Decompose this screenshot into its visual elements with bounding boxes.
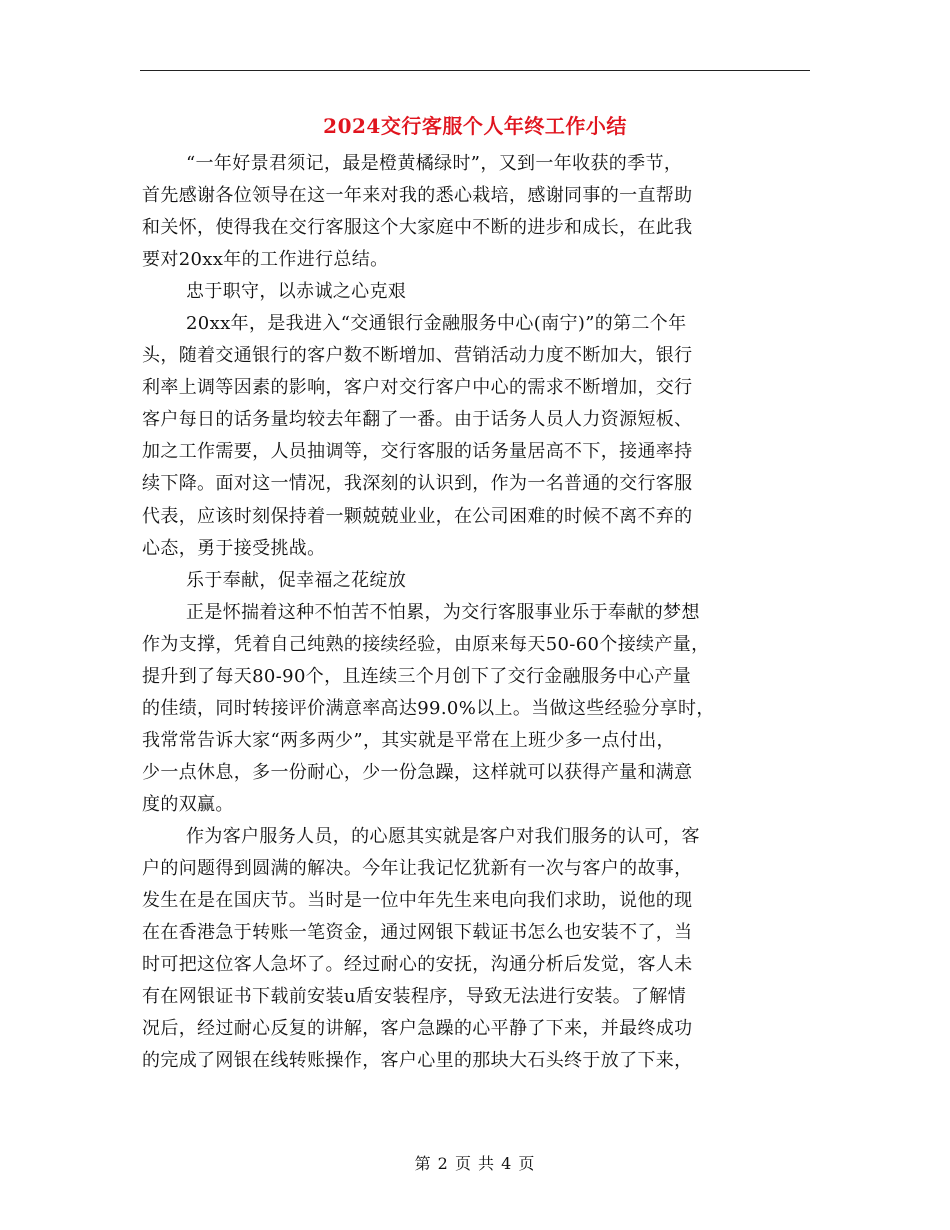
section-heading <box>142 565 810 597</box>
header-rule <box>140 70 810 71</box>
text-line: 加之工作需要，人员抽调等，交行客服的话务量居高不下，接通率持 <box>142 441 693 463</box>
text-line: 时可把这位客人急坏了。经过耐心的安抚，沟通分析后发觉，客人未 <box>142 954 693 976</box>
text-line: 况后，经过耐心反复的讲解，客户急躁的心平静了下来，并最终成功 <box>142 1018 693 1040</box>
text-line: 我常常告诉大家“两多两少”，其实就是平常在上班少多一点付出， <box>142 729 675 751</box>
text-line: 作为客户服务人员，的心愿其实就是客户对我们服务的认可，客 <box>186 825 700 847</box>
text-line: 20xx年，是我进入“交通银行金融服务中心(南宁)”的第二个年 <box>186 313 687 335</box>
paragraph-dedication <box>142 597 810 821</box>
text-line: 要对20xx年的工作进行总结。 <box>142 249 389 271</box>
text-line: 度的双赢。 <box>142 793 234 815</box>
section-heading-text: 乐于奉献，促幸福之花绽放 <box>186 569 407 591</box>
paragraph-workload <box>142 308 810 564</box>
text-line: 的完成了网银在线转账操作，客户心里的那块大石头终于放了下来， <box>142 1050 693 1072</box>
text-line: 在在香港急于转账一笔资金，通过网银下载证书怎么也安装不了，当 <box>142 922 693 944</box>
document-body <box>142 148 810 1077</box>
paragraph-customer-story <box>142 821 810 1077</box>
text-line: 续下降。面对这一情况，我深刻的认识到，作为一名普通的交行客服 <box>142 473 693 495</box>
text-line: “一年好景君须记，最是橙黄橘绿时”，又到一年收获的季节， <box>186 153 683 174</box>
paragraph-intro <box>142 148 810 276</box>
text-line: 客户每日的话务量均较去年翻了一番。由于话务人员人力资源短板、 <box>142 409 693 431</box>
text-line: 首先感谢各位领导在这一年来对我的悉心栽培，感谢同事的一直帮助 <box>142 185 693 207</box>
text-line: 提升到了每天80-90个，且连续三个月创下了交行金融服务中心产量 <box>142 665 692 687</box>
text-line: 和关怀，使得我在交行客服这个大家庭中不断的进步和成长，在此我 <box>142 217 693 239</box>
text-line: 少一点休息，多一份耐心，少一份急躁，这样就可以获得产量和满意 <box>142 761 693 783</box>
text-line: 正是怀揣着这种不怕苦不怕累，为交行客服事业乐于奉献的梦想 <box>186 601 700 623</box>
page-number: 第 2 页 共 4 页 <box>414 1154 536 1173</box>
text-line: 心态，勇于接受挑战。 <box>142 537 326 559</box>
text-line: 有在网银证书下载前安装u盾安装程序，导致无法进行安装。了解情 <box>142 986 687 1008</box>
section-heading <box>142 276 810 308</box>
text-line: 利率上调等因素的影响，客户对交行客户中心的需求不断增加，交行 <box>142 377 693 399</box>
section-heading-text: 忠于职守，以赤诚之心克艰 <box>186 281 407 303</box>
text-line: 作为支撑，凭着自己纯熟的接续经验，由原来每天50-60个接续产量， <box>142 633 710 655</box>
page-title: 2024交行客服个人年终工作小结 <box>323 114 627 138</box>
text-line: 的佳绩，同时转接评价满意率高达99.0%以上。当做这些经验分享时， <box>142 697 715 719</box>
text-line: 发生在是在国庆节。当时是一位中年先生来电向我们求助，说他的现 <box>142 890 693 912</box>
text-line: 代表，应该时刻保持着一颗兢兢业业，在公司困难的时候不离不弃的 <box>142 505 693 527</box>
text-line: 户的问题得到圆满的解决。今年让我记忆犹新有一次与客户的故事， <box>142 858 693 880</box>
text-line: 头，随着交通银行的客户数不断增加、营销活动力度不断加大，银行 <box>142 345 693 367</box>
